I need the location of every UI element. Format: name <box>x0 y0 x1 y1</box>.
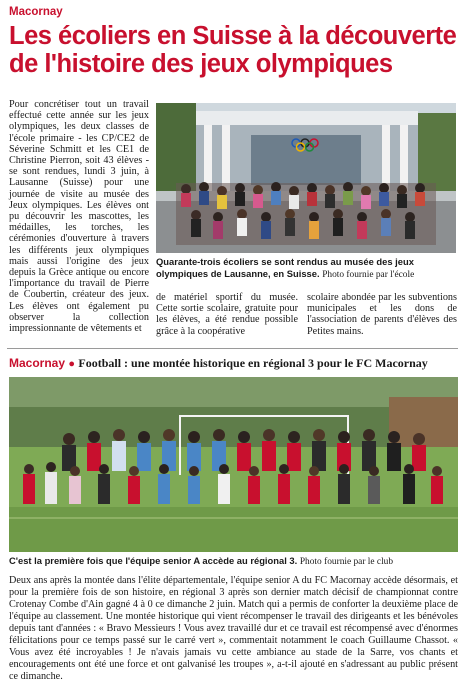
article1-caption-text: Quarante-trois écoliers se sont rendus au musée des jeux olympiques de Lausanne, en Suisse. <box>156 256 414 279</box>
museum-group-photo <box>156 103 456 253</box>
article1-kicker: Macornay <box>9 6 63 18</box>
article2-body: Deux ans après la montée dans l'élite départementale, l'équipe senior A du FC Macornay accède désormais, et pour la première fois de son histoire, en régional 3 après son dernier match décisif de championnat contre Crotenay Combe d'Ain gagné 4 à 0 ce dimanche 2 juin. Match qui a permis de conforter la deuxième place de l'équipe au classement. Une montée historique qui vient récompenser le travail des dirigeants et les bénévoles depuis tant d'années : « Bravo Messieurs ! Vous avez travaillé dur et ce travail est récompensé avec d'énormes félicitations pour ce temps passé sur le carré vert », commentait notamment le coach Guillaume Chassot. « Vous avez été incroyables ! Je n'avais jamais vu cette ambiance au stade de la Sarre, vos chants et encouragements ont été une force et ont galvanisé les troupes », a-t-il ajouté en s'adressant au public présent ce dimanche. <box>9 575 458 682</box>
article2-kicker-place: Macornay <box>9 356 66 370</box>
article1-body-col3: scolaire abondée par les subventions municipales et les dons de l'association de parents d'élèves des Petites mains. <box>307 292 457 337</box>
article2-caption-text: C'est la première fois que l'équipe senior A accède au régional 3. <box>9 555 298 566</box>
article2-photo-caption <box>9 555 458 567</box>
article1-body-col1: Pour concrétiser tout un travail effectué cette année sur les jeux olympiques, les deux classes de l'école primaire - les CP/CE2 de Séverine Schmitt et les CE1 de Christine Pierron, soit 43 élèves - se sont rendues, lundi 3 juin, à Lausanne (Suisse) pour une journée de visite au musée des Jeux olympiques. Les élèves ont pu découvrir les mascottes, les médailles, les torches, les cérémonies d'ouverture à travers les différents jeux olympiques mais aussi l'origine des jeux depuis la Grèce antique ou encore l'importance du travail de Pierre de Coubertin, créateur des jeux. Les élèves ont également pu observer la collection impressionnante de vêtements et <box>9 99 149 335</box>
section-divider <box>7 348 458 349</box>
article1-headline: Les écoliers en Suisse à la découverte de l'histoire des jeux olympiques <box>9 22 457 78</box>
article1-body-col2: de matériel sportif du musée. Cette sortie scolaire, gratuite pour les élèves, a été rendue possible grâce à la coopérative <box>156 292 298 337</box>
article1-photo-caption <box>156 256 456 281</box>
article2-photo-credit: Photo fournie par le club <box>299 557 394 567</box>
bullet-icon: ● <box>68 358 76 370</box>
article2-headline: Football : une montée historique en régional 3 pour le FC Macornay <box>78 356 428 370</box>
article2-kicker <box>9 356 428 371</box>
article1-photo-credit: Photo fournie par l'école <box>322 269 415 280</box>
football-team-photo <box>9 377 458 552</box>
